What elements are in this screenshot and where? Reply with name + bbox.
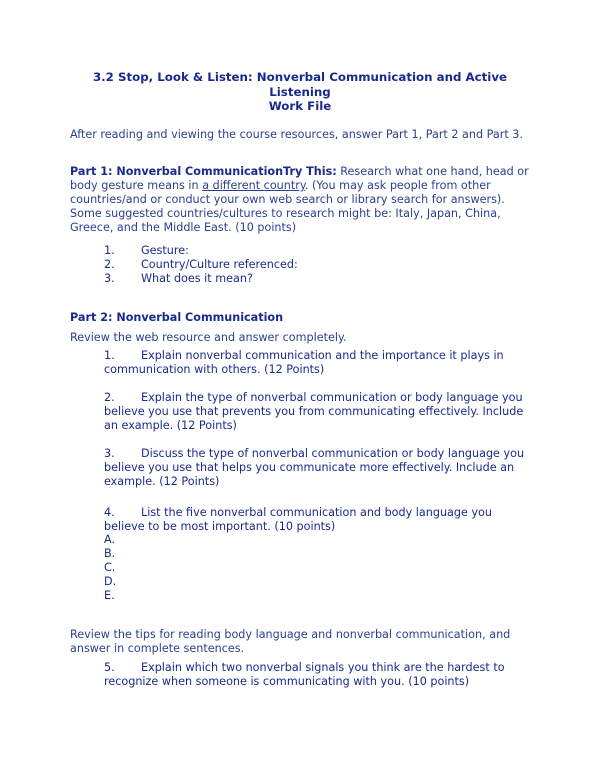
part1-list	[104, 244, 298, 286]
question-text: List the five nonverbal communication and body language you believe to be most important. (10 points)	[104, 506, 492, 533]
answer-letter: C.	[104, 561, 116, 574]
list-item-text: Gesture:	[141, 244, 189, 257]
list-item-number: 1.	[104, 244, 115, 257]
tips-instructions: Review the tips for reading body language and nonverbal communication, and answer in complete sentences.	[70, 628, 511, 655]
part1-underlined-text: a different country	[202, 179, 305, 192]
answer-letter: D.	[104, 575, 117, 588]
part1-text-after: . (You may ask people from other countries/and or conduct your own web search or library search for answers). Some suggested countries/cultures to research might be: Italy, Japan, China, Greece, and the Middle East. (10 points)	[70, 179, 505, 234]
title-line-1: 3.2 Stop, Look & Listen: Nonverbal Communication and Active	[92, 70, 508, 84]
question-1	[104, 349, 534, 377]
list-item-number: 3.	[104, 272, 115, 285]
list-item	[104, 244, 298, 258]
list-item	[104, 272, 298, 286]
intro-paragraph: After reading and viewing the course resources, answer Part 1, Part 2 and Part 3.	[70, 128, 523, 141]
answer-letter: B.	[104, 547, 116, 560]
title-line-2: Listening	[269, 84, 331, 99]
question-5	[104, 661, 534, 689]
question-text: Explain nonverbal communication and the importance it plays in communication with others. (12 Points)	[104, 349, 504, 376]
question-number: 4.	[104, 506, 115, 519]
question-text: Explain the type of nonverbal communication or body language you believe you use that prevents you from communicating effectively. Include an example. (12 Points)	[104, 391, 524, 432]
part2-instructions: Review the web resource and answer completely.	[70, 331, 347, 344]
title-line-3: Work File	[268, 99, 332, 113]
question-number: 2.	[104, 391, 115, 404]
question-3	[104, 447, 534, 489]
question-2	[104, 391, 534, 433]
part1-paragraph	[70, 165, 530, 235]
part1-heading: Part 1: Nonverbal CommunicationTry This:	[70, 165, 337, 178]
list-item-text: What does it mean?	[141, 272, 253, 285]
part1-text-before: Research what one hand, head or body gesture means in	[70, 165, 529, 192]
question-number: 3.	[104, 447, 115, 460]
question-4	[104, 506, 534, 534]
list-item-text: Country/Culture referenced:	[141, 258, 298, 271]
question-text: Discuss the type of nonverbal communication or body language you believe you use that helps you communicate more effectively. Include an example. (12 Points)	[104, 447, 525, 488]
document-title	[70, 70, 530, 114]
answer-letter: E.	[104, 589, 115, 602]
question-number: 1.	[104, 349, 115, 362]
answer-letter: A.	[104, 533, 116, 546]
list-item-number: 2.	[104, 258, 115, 271]
question-number: 5.	[104, 661, 115, 674]
list-item	[104, 258, 298, 272]
answer-letter-list	[104, 533, 116, 603]
question-text: Explain which two nonverbal signals you think are the hardest to recognize when someone is communicating with you. (10 points)	[104, 661, 505, 688]
part2-heading: Part 2: Nonverbal Communication	[70, 311, 284, 324]
